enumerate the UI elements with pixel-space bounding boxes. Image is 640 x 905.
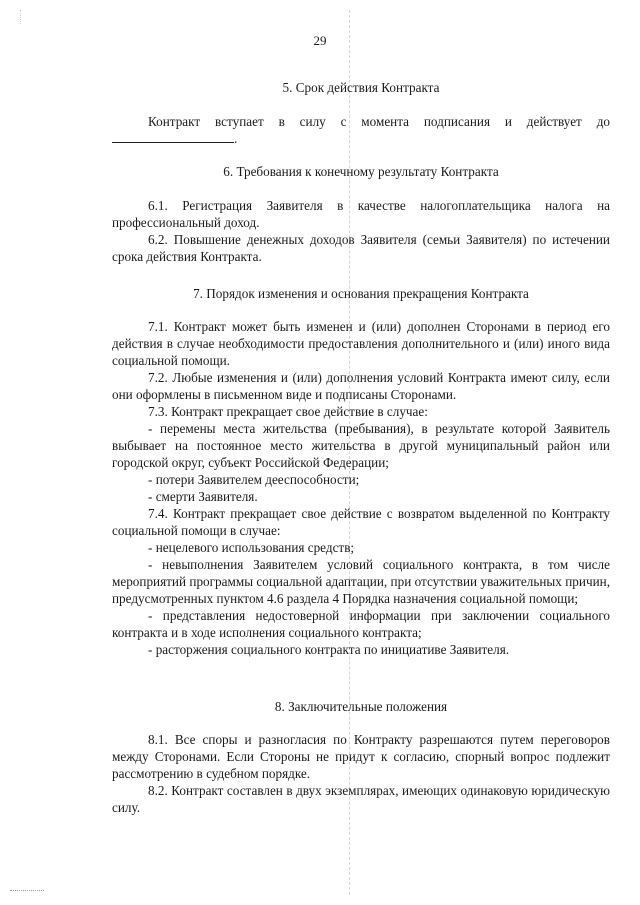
section-7-body bbox=[112, 318, 610, 658]
clause-7-4: 7.4. Контракт прекращает свое действие с возвратом выделенной по Контракту социальной помощи в случае: bbox=[112, 506, 610, 538]
clause-7-3-item: - потери Заявителем дееспособности; bbox=[148, 472, 360, 487]
section-6-body bbox=[112, 197, 610, 265]
section-5-heading: 5. Срок действия Контракта bbox=[282, 80, 440, 95]
clause-6-2: 6.2. Повышение денежных доходов Заявителя (семьи Заявителя) по истечении срока действия Контракта. bbox=[112, 232, 610, 264]
clause-7-2: 7.2. Любые изменения и (или) дополнения условий Контракта имеют силу, если они оформлены в письменном виде и подписаны Сторонами. bbox=[112, 370, 610, 402]
clause-5-1 bbox=[112, 113, 610, 147]
clause-8-1: 8.1. Все споры и разногласия по Контракту разрешаются путем переговоров между Сторонами. Если Стороны не придут к согласию, спорный вопрос подлежит рассмотрению в судебном порядке. bbox=[112, 732, 610, 781]
section-5-body bbox=[112, 113, 610, 147]
section-7-heading: 7. Порядок изменения и основания прекращения Контракта bbox=[193, 286, 529, 301]
section-8-body bbox=[112, 731, 610, 816]
clause-5-1-end-suffix: . bbox=[234, 131, 238, 146]
clause-7-4-item: - расторжения социального контракта по инициативе Заявителя. bbox=[148, 642, 510, 657]
clause-7-3-item: - перемены места жительства (пребывания), в результате которой Заявитель выбывает на постоянное место жительства в другой муниципальный район или городской округ, субъект Российской Федерации; bbox=[112, 421, 610, 470]
date-blank-line bbox=[112, 130, 234, 143]
section-6-heading: 6. Требования к конечному результату Контракта bbox=[223, 164, 499, 179]
clause-7-3: 7.3. Контракт прекращает свое действие в случае: bbox=[148, 404, 428, 419]
scan-edge-mark bbox=[10, 890, 44, 891]
clause-7-4-item: - представления недостоверной информации при заключении социального контракта и в ходе исполнения социального контракта; bbox=[112, 608, 610, 640]
clause-7-3-item: - смерти Заявителя. bbox=[148, 489, 258, 504]
clause-5-1-text: Контракт вступает в силу с момента подписания и действует bbox=[148, 114, 582, 129]
page-number: 29 bbox=[313, 33, 327, 48]
section-8-heading: 8. Заключительные положения bbox=[274, 699, 448, 714]
clause-7-1: 7.1. Контракт может быть изменен и (или) дополнен Сторонами в период его действия в случае необходимости предоставления дополнительного и (или) иного вида социальной помощи. bbox=[112, 319, 610, 368]
clause-7-4-item: - нецелевого использования средств; bbox=[148, 540, 355, 555]
scan-edge-mark bbox=[20, 10, 21, 24]
clause-5-1-end-prefix: до bbox=[596, 114, 610, 129]
clause-6-1: 6.1. Регистрация Заявителя в качестве налогоплательщика налога на профессиональный доход. bbox=[112, 198, 610, 230]
clause-8-2: 8.2. Контракт составлен в двух экземплярах, имеющих одинаковую юридическую силу. bbox=[112, 783, 610, 815]
clause-7-4-item: - невыполнения Заявителем условий социального контракта, в том числе мероприятий программы социальной адаптации, при отсутствии уважительных причин, предусмотренных пунктом 4.6 раздела 4 Порядка назначения социальной помощи; bbox=[112, 557, 610, 606]
